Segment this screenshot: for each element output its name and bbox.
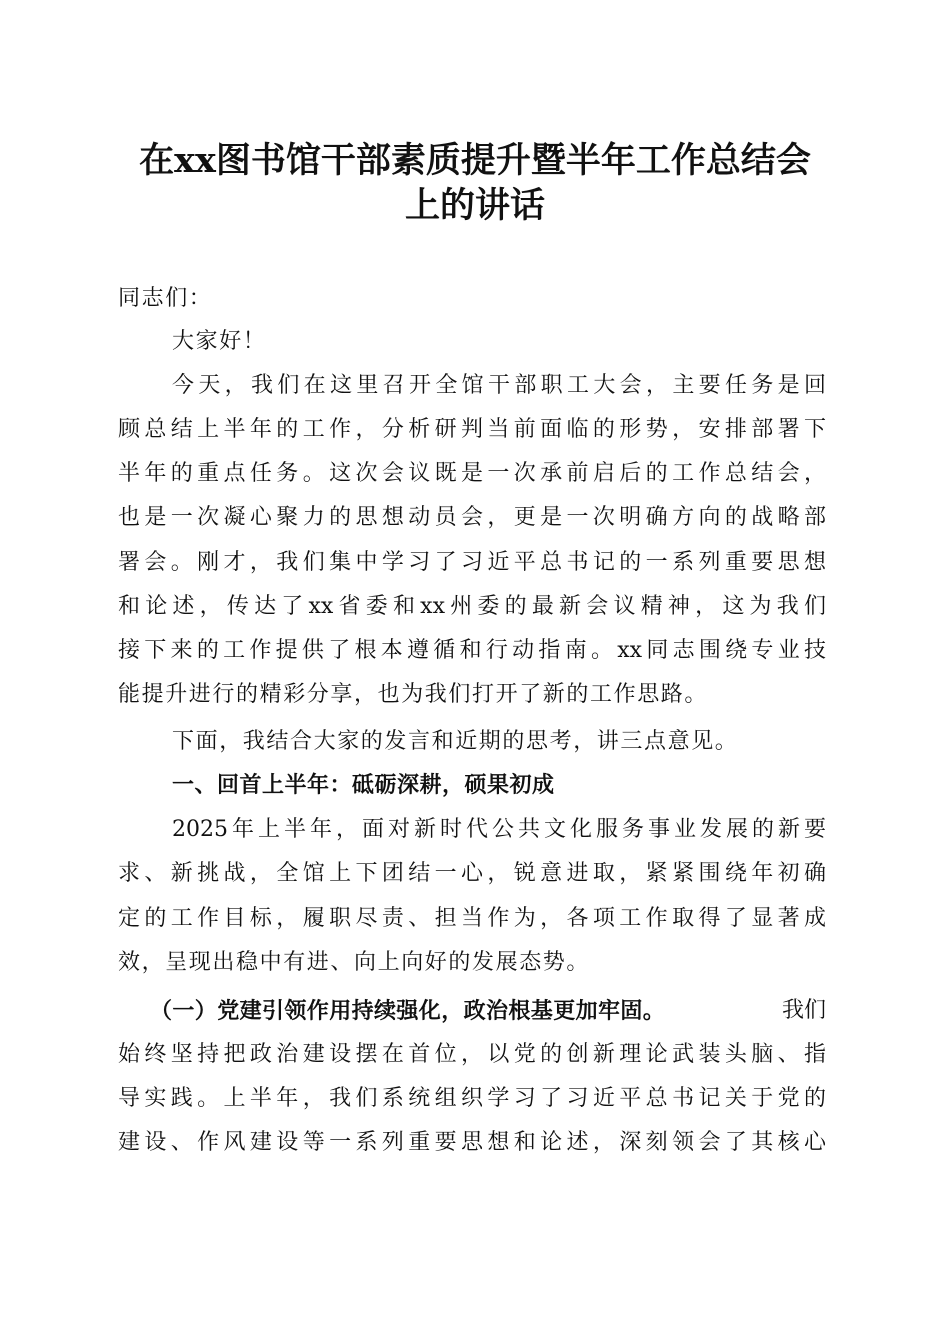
subsection-1-heading: （一）党建引领作用持续强化，政治根基更加牢固。 (150, 998, 666, 1024)
intro-line: 署会。刚才，我们集中学习了习近平总书记的一系列重要思想 (118, 550, 826, 575)
intro-line: 接下来的工作提供了根本遵循和行动指南。xx同志围绕专业技 (118, 638, 826, 663)
transition-paragraph: 下面，我结合大家的发言和近期的思考，讲三点意见。 (172, 729, 739, 754)
document-title-line-1: 在xx图书馆干部素质提升暨半年工作总结会 (139, 140, 811, 181)
intro-line: 和论述，传达了xx省委和xx州委的最新会议精神，这为我们 (118, 594, 826, 619)
subsection-1-line: 建设、作风建设等一系列重要思想和论述，深刻领会了其核心 (118, 1130, 826, 1155)
section-1-line: 定的工作目标，履职尽责、担当作为，各项工作取得了显著成 (118, 906, 826, 931)
section-1-line: 效，呈现出稳中有进、向上向好的发展态势。 (118, 950, 591, 975)
intro-line: 也是一次凝心聚力的思想动员会，更是一次明确方向的战略部 (118, 505, 826, 530)
section-1-line: 2025年上半年，面对新时代公共文化服务事业发展的新要 (172, 817, 826, 842)
subsection-1-first-line (150, 996, 826, 1026)
subsection-1-heading-continuation: 我们 (781, 998, 826, 1023)
intro-line: 顾总结上半年的工作，分析研判当前面临的形势，安排部署下 (118, 417, 826, 442)
greeting: 大家好！ (172, 329, 267, 354)
intro-line: 能提升进行的精彩分享，也为我们打开了新的工作思路。 (118, 682, 709, 707)
salutation: 同志们： (118, 286, 213, 311)
subsection-1-line: 导实践。上半年，我们系统组织学习了习近平总书记关于党的 (118, 1086, 826, 1111)
intro-line: 半年的重点任务。这次会议既是一次承前启后的工作总结会， (118, 461, 826, 486)
section-1-heading: 一、回首上半年：砥砺深耕，硕果初成 (172, 773, 555, 798)
subsection-1-line: 始终坚持把政治建设摆在首位，以党的创新理论武装头脑、指 (118, 1042, 826, 1067)
intro-line: 今天，我们在这里召开全馆干部职工大会，主要任务是回 (172, 373, 826, 398)
document-title-line-2: 上的讲话 (404, 185, 545, 226)
section-1-line: 求、新挑战，全馆上下团结一心，锐意进取，紧紧围绕年初确 (118, 861, 826, 886)
